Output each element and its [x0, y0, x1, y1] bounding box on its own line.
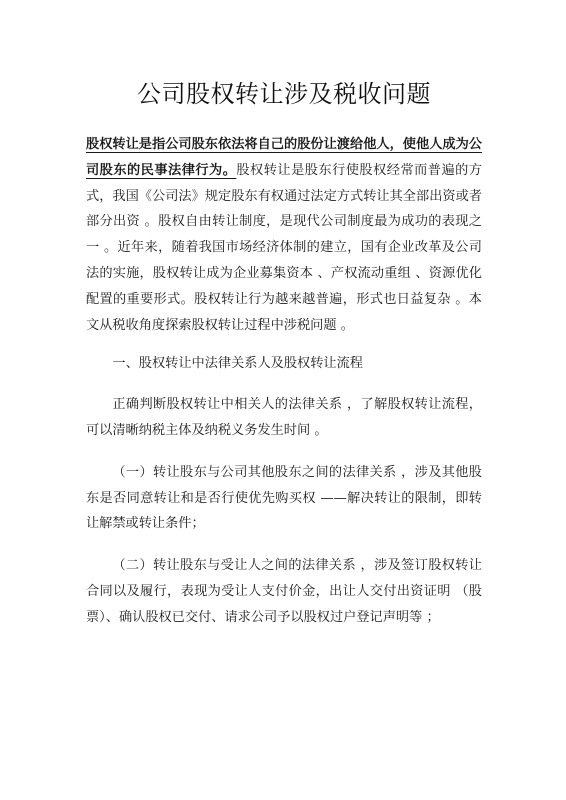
section-heading: 一、股权转让中法律关系人及股权转让流程	[112, 356, 363, 372]
intro-lead-sentence: 股权转让是指公司股东依法将自己的股份让渡给他人，使他人成为公司股东的民事法律行为。	[86, 137, 482, 178]
intro-body-text: 股权转让是股东行使股权经常而普遍的方式，我国《公司法》规定股东有权通过法定方式转让其全部出资或者部分出资 。股权自由转让制度，是现代公司制度最为成功的表现之一 。近年来，随着我国市场经济体制的建立，国有企业改革及公司法的实施，股权转让成为企业募集资本 、产权流动重组 、资源优化配置的重要形式。股权转让行为越来越普遍，形式也日益复杂 。本文从税收角度探索股权转让过程中涉税问题 。	[86, 162, 482, 333]
intro-paragraph	[86, 132, 482, 338]
section-paragraph: 正确判断股权转让中相关人的法律关系 ，了解股权转让流程，可以清晰纳税主体及纳税义务发生时间 。	[86, 397, 482, 438]
document-title: 公司股权转让涉及税收问题	[137, 80, 431, 108]
list-item-first: （一）转让股东与公司其他股东之间的法律关系 ，涉及其他股东是否同意转让和是否行使优先购买权 ——解决转让的限制，即转让解禁或转让条件；	[86, 464, 482, 532]
list-item-second: （二）转让股东与受让人之间的法律关系 ，涉及签订股权转让合同以及履行，表现为受让人支付价金，出让人交付出资证明 （股票）、确认股权已交付、请求公司予以股权过户登记声明等 ；	[86, 558, 482, 625]
